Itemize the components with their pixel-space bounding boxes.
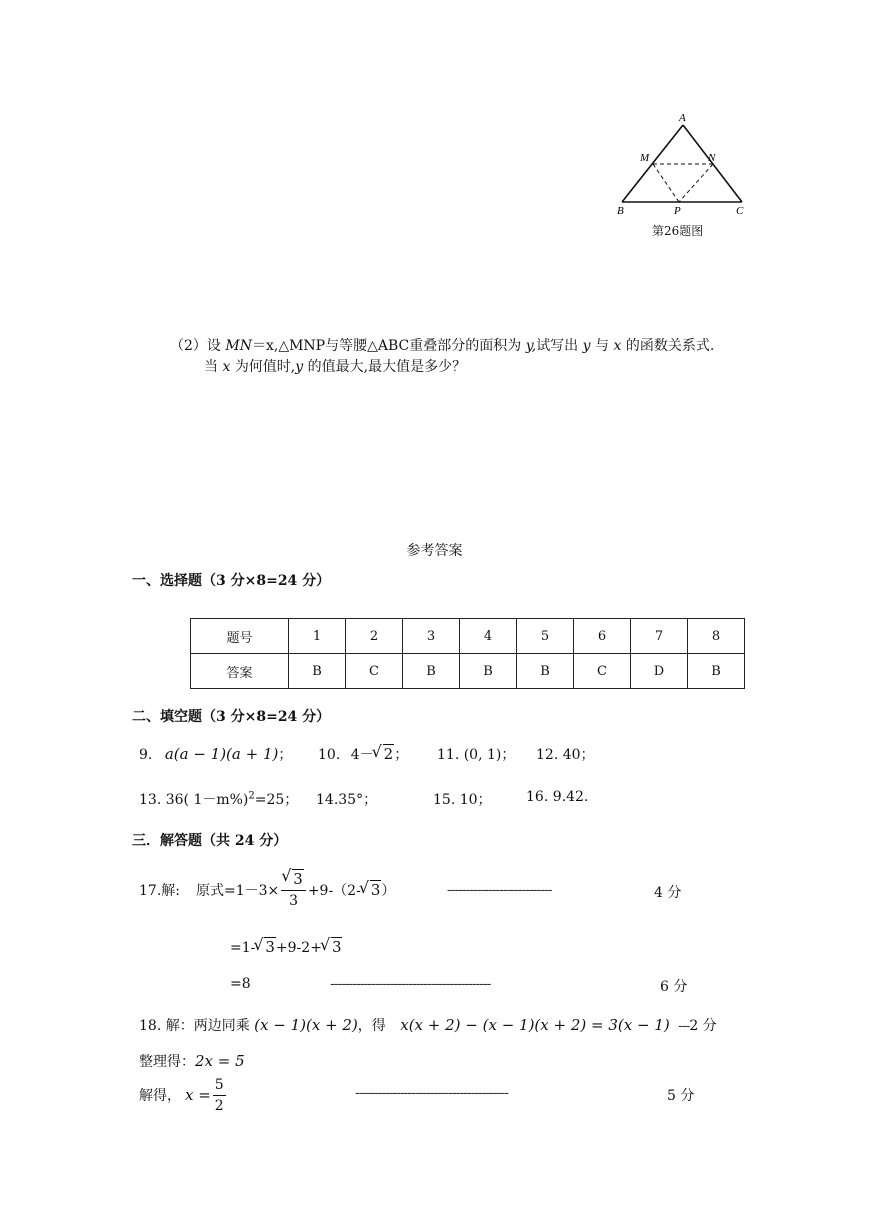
sqrt-3	[255, 938, 276, 956]
q2-tri2: △ABC	[367, 338, 410, 354]
question-2-line-2	[170, 357, 714, 378]
section-3-heading: 三．解答题（共 24 分）	[132, 833, 288, 849]
table-cell: B	[403, 654, 460, 689]
table-cell: 5	[517, 619, 574, 654]
answer-table	[190, 618, 745, 689]
q2-mid1: 与等腰	[325, 338, 368, 354]
vertex-label-m: M	[640, 152, 650, 164]
q17-dash-1: ----------------------------	[447, 882, 552, 898]
sqrt-3	[361, 881, 382, 899]
q17-line1-end: ）	[381, 883, 396, 899]
table-cell: 6	[574, 619, 631, 654]
fill-10-end: ；	[394, 747, 409, 763]
vertex-label-n: N	[708, 152, 716, 164]
fill-9-expression: a(a − 1)(a + 1)	[164, 745, 279, 763]
sqrt-3	[322, 938, 343, 956]
q17-line1-mid: +9-（2-	[307, 883, 361, 899]
triangle-diagram	[612, 108, 752, 218]
row-label-answer: 答案	[191, 654, 289, 689]
q17-line1-pre: 原式=1－3×	[195, 883, 280, 899]
fill-9-number: 9.	[139, 747, 153, 763]
radicand: 3	[293, 870, 303, 888]
table-cell: B	[517, 654, 574, 689]
fraction-5-over-2	[213, 1075, 226, 1116]
question-2-line-1	[170, 336, 714, 357]
answers-title: 参考答案	[406, 543, 463, 559]
q2-y2: y	[582, 338, 591, 354]
fill-13-prefix: 13. 36	[139, 792, 184, 808]
table-cell: 7	[631, 619, 688, 654]
figure-caption: 第26题图	[652, 224, 704, 238]
q2-x2: x	[222, 359, 231, 375]
q18-arrange-equation: 2x = 5	[195, 1052, 245, 1070]
fraction-sqrt3-over-3	[281, 869, 306, 911]
q2-tri1: △MNP	[278, 338, 326, 354]
vertex-label-p: P	[674, 205, 681, 217]
q17-dash-2: -------------------------------------------	[330, 976, 491, 992]
sqrt-3	[283, 869, 304, 890]
question-2	[170, 336, 714, 378]
fill-answer-15: 15. 10；	[433, 792, 492, 808]
q17-line2-mid: +9-2+	[275, 940, 322, 956]
radicand: 3	[370, 881, 381, 899]
section-2-heading: 二、填空题（3 分×8=24 分）	[132, 709, 331, 725]
q17-label: 17.解:	[139, 883, 180, 899]
fill-answer-13	[139, 789, 298, 809]
fill-10-prefix: 4－	[350, 747, 374, 763]
table-cell: B	[688, 654, 745, 689]
q2-mid3: 试写出	[536, 338, 579, 354]
table-cell: 3	[403, 619, 460, 654]
q2-line2-a: 当	[204, 359, 218, 375]
q18-score-2: 5 分	[667, 1088, 695, 1104]
q17-score-2: 6 分	[660, 979, 688, 995]
radicand: 3	[331, 938, 342, 956]
fill-answer-11: 11. (0, 1)；	[437, 747, 516, 763]
table-row-answers	[191, 654, 745, 689]
q2-line2-b: 为何值时,	[234, 359, 296, 375]
fill-answer-14: 14.35°；	[316, 792, 378, 808]
table-cell: 2	[346, 619, 403, 654]
q18-solution-x: x =	[185, 1086, 211, 1104]
fill-13-exponent: 2	[248, 790, 255, 802]
q17-line-2	[230, 938, 342, 956]
fill-answer-12: 12. 40；	[536, 747, 595, 763]
fraction-denominator: 2	[214, 1097, 224, 1114]
fill-10-number: 10.	[318, 747, 341, 763]
q2-x1: x	[613, 338, 622, 354]
q17-score-1: 4 分	[654, 885, 682, 901]
fill-answer-10	[318, 744, 408, 764]
q2-end1: 的函数关系式.	[625, 338, 715, 354]
q18-arrange-label: 整理得：	[139, 1054, 195, 1070]
section-1-heading: 一、选择题（3 分×8=24 分）	[132, 573, 331, 589]
table-cell: 1	[289, 619, 346, 654]
q18-label: 18. 解：两边同乘	[139, 1018, 250, 1034]
table-cell: C	[574, 654, 631, 689]
q2-line2-c: 的值最大,最大值是多少？	[307, 359, 467, 375]
table-cell: C	[346, 654, 403, 689]
q2-mid4: 与	[595, 338, 610, 354]
q18-multiplier: (x − 1)(x + 2)	[254, 1016, 358, 1034]
q18-dash-2: -----------------------------------------	[355, 1085, 508, 1101]
q17-line2-pre: =1-	[230, 940, 256, 956]
q18-line-2	[139, 1051, 245, 1071]
table-cell: 4	[460, 619, 517, 654]
q2-prefix: （2）设	[170, 338, 226, 354]
table-cell: B	[289, 654, 346, 689]
q18-line-3	[139, 1070, 228, 1120]
radicand: 3	[265, 938, 275, 956]
table-cell: D	[631, 654, 688, 689]
q2-y3: y	[295, 359, 304, 375]
q18-score-1: 2 分	[689, 1018, 717, 1034]
table-row-numbers	[191, 619, 745, 654]
q17-line-3: =8	[230, 976, 251, 992]
q17-line-1	[139, 868, 395, 912]
vertex-label-b: B	[617, 205, 624, 217]
sqrt-2	[374, 745, 395, 763]
fill-13-end: =25；	[254, 792, 299, 808]
fill-13-paren: ( 1－m%)	[183, 792, 249, 808]
vertex-label-a: A	[679, 112, 686, 124]
q18-dash-1: ---	[678, 1018, 690, 1034]
q2-y1: y,	[525, 338, 537, 354]
q18-line-1	[139, 1015, 717, 1035]
q18-solution-label: 解得，	[139, 1088, 181, 1104]
fraction-numerator: 5	[213, 1075, 226, 1096]
fill-answer-9	[139, 744, 292, 764]
q18-get: ，得	[357, 1018, 386, 1034]
q2-mid2: 重叠部分的面积为	[409, 338, 522, 354]
fill-answer-16: 16. 9.42.	[526, 789, 589, 805]
radicand: 2	[383, 745, 394, 763]
q18-equation: x(x + 2) − (x − 1)(x + 2) = 3(x − 1)	[400, 1016, 670, 1034]
row-label-number: 题号	[191, 619, 289, 654]
table-cell: 8	[688, 619, 745, 654]
fraction-denominator: 3	[289, 893, 298, 909]
vertex-label-c: C	[736, 205, 744, 217]
fill-9-end: ；	[278, 747, 293, 763]
table-cell: B	[460, 654, 517, 689]
q2-mn: MN	[225, 338, 252, 354]
q2-eqx: ＝x,	[251, 338, 279, 354]
